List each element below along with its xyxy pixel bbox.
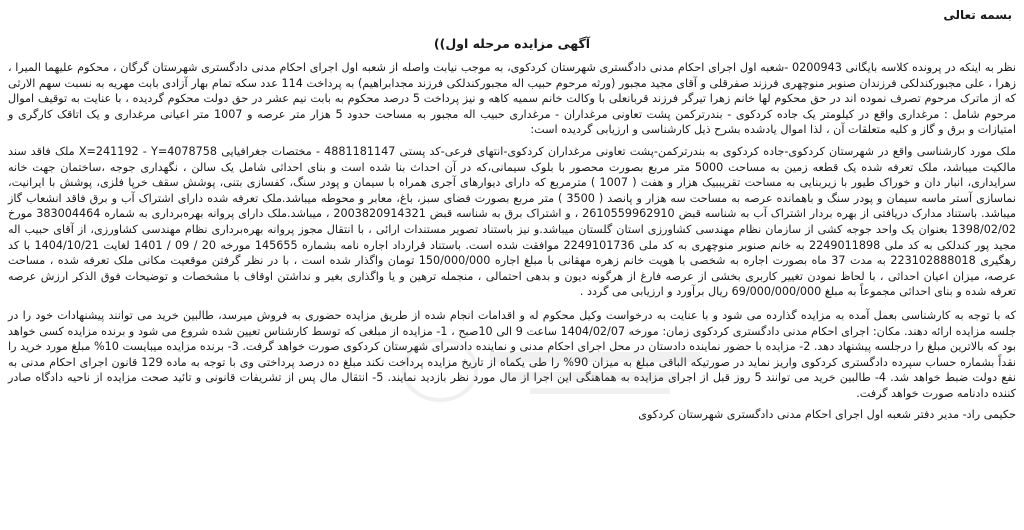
notice-paragraph-appraisal: ملک مورد کارشناسی واقع در شهرستان کردکوی-جاده کردکوی به بندرترکمن-پشت تعاونی مرغداران کردکوی-انتهای فرعی-کد پستی 4881181147 - مختصات جغرافیایی X=241192 - Y=4078758 ملک فاقد سند مالکیت میباشد، ملک تعرفه شده یک قطعه زمین به مساحت 5000 متر مربع بصورت محصور با بلوک سیمانی،که در آن احداث بنا شده است و بنای احداثی شامل یک سالن ، نگهداری جوجه ،ساختمان جهت خانه سرایداری، انبار دان و خوراک طیور با زیربنایی به مساحت تقریببیک هزار و هفت ( 1007 ) مترمربع که دارای دیوارهای آجری همراه با سیمان و پودر سنگ، کفسازی بتنی، پوشش سقف خرپا فلزی، پوشش با ایرانیت، نماسازی آستر ماسه سیمان و پودر سنگ و باهمانده عرصه به مساحت سه هزار و پانصد ( 3500 ) متر مربع بصورت فضای سبز، باغ، معابر و محوطه میباشد.ملک تعرفه شده دارای اشتراک آب و برق فاقد انشعاب گاز میباشد. باستناد مدارک دریافتی از بهره بردار اشتراک آب به شناسه قبض 2610559962910 ، و اشتراک برق به شناسه قبض 2003820914321 ، میباشد.ملک دارای پروانه بهره‌برداری به شماره 383004464 مورخ 1398/02/02 بعنوان یک واحد جوجه کشی از سازمان نظام مهندسی کشاورزی استان گلستان میباشد.و نیز باستناد تصویر مستندات ارائی ، با انتقال مجوز پروانه بهره‌برداری نظام مهندسی کشاورزی، از آقای حبیب اله مجید پور کندلکی به کد ملی 2249011898 به خانم صنوبر منوچهری به کد ملی 2249101736 موافقت شده است. باستناد قرارداد اجاره نامه بشماره 145655 مورخه 20 / 09 / 1401 لغایت 1404/10/21 با کد رهگیری 223102888018 به مدت 37 ماه بصورت اجاره به شخصی با هویت خانم زهره مهقانی با مبلغ اجاره 150/000/000 تومان واگذار شده است ، با در نظر گرفتن موقعیت مکانی ملک تعرفه شده ، مساحت عرصه، میزان اعیان احداثی ، با لحاظ نمودن تغییر کاربری بخشی از عرصه فارغ از هرگونه دیون و بدهی احتمالی ، منجمله ترهین و یا واگذاری بغیر و نداشتن اوقاف با مشخصات و توضیحات فوق الذکر ارزش عرصه تعرفه شده و بنای احداثی مجموعاً به مبلغ 69/000/000/000 ریال برآورد و ارزیابی می گردد . (8, 144, 1017, 299)
bismillah-heading: بسمه تعالی (943, 8, 1012, 22)
signature-line: حکیمی راد- مدیر دفتر شعبه اول اجرای احکام مدنی دادگستری شهرستان کردکوی (638, 408, 1016, 422)
notice-title: آگهی مزایده مرحله اول)) (433, 36, 591, 51)
notice-paragraph-conditions: که با توجه به کارشناسی بعمل آمده به مزایده گذارده می شود و با عنایت به درخواست وکیل محکوم له و اقدامات انجام شده از طریق مزایده حضوری به فروش میرسد، طالبین خرید می توانند پیشنهادات خود را در جلسه مزایده ارائه دهند. مکان: اجرای احکام مدنی دادگستری کردکوی زمان: مورخه 1404/02/07 ساعت 9 الی 10صبح ، 1- مزایده از مبلغی که توسط کارشناس تعیین شده شروع می شود و برنده مزایده کسی خواهد بود که بالاترین مبلغ را درجلسه پیشنهاد دهد. 2- مزایده با حضور نماینده دادستان در محل اجرای احکام مدنی و نماینده دادسرای شهرستان کردکوی صورت خواهد گرفت. 3- برنده مزایده میبایست 10% مبلغ مورد خرید را نقداً بشماره حساب سپرده دادگستری کردکوی واریز نماید در صورتیکه الباقی مبلغ به میزان 90% را طی یکماه از تاریخ مزایده پرداخت نکند مبلغ ده درصد پرداختی وی با توجه به ماده 129 قانون اجرای احکام مدنی به نفع دولت ضبط خواهد شد. 4- طالبین خرید می توانند 5 روز قبل از اجرای مزایده به هماهنگی این اجرا از مال مورد نظر بازدید نمایند. 5- انتقال مال پس از تشریفات قانونی و تائید صحت مزایده از ناحیه دادگاه صادر کننده دادنامه صورت خواهد گرفت. (8, 308, 1017, 400)
notice-paragraph-intro: نظر به اینکه در پرونده کلاسه بایگانی 0200943 -شعبه اول اجرای احکام مدنی دادگستری شهرستان کردکوی، به موجب نیابت واصله از شعبه اول اجرای احکام مدنی دادگستری شهرستان گرگان ، محکوم علیهما المیرا ، زهرا ، علی مجبورکندلکی فرزندان صنوبر منوچهری فرزند صفرقلی و آقای مجید مجبور (ورثه مرحوم حبیب اله مجبورکندلکی فرزند مجدابراهیم) به پرداخت 114 عدد سکه تمام بهار آزادی بابت مهریه به نسبت سهم الارثی که از ماترک مرحوم تصرف نموده اند در حق محکوم لها خانم زهرا تیرگر فرزند قربانعلی با وکالت خانم سمیه کاهه و نیز پرداخت 5 درصد محکوم به بابت نیم عشر در حق دولت محکوم گردیده ، با عنایت به توقیف اموال مرحوم شامل : مرغداری واقع در کیلومتر یک جاده کردکوی - بندرترکمن پشت تعاونی مرغداران - مرغداری حبیب اله مجبور به مساحت حدود 5 هزار متر عرصه و 1007 متر اعیانی مرغداری و یک اتاقک کارگری و امتیازات و برق و گاز و کلیه متعلقات آن ، لذا اموال یادشده بشرح ذیل کارشناسی و ارزیابی گردیده است: (8, 61, 1016, 137)
